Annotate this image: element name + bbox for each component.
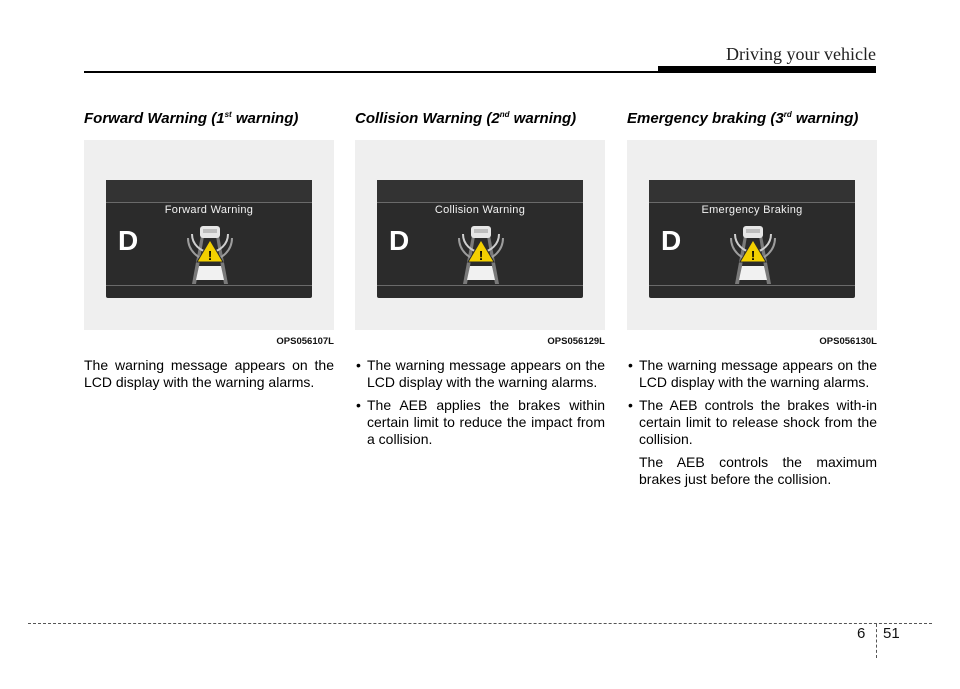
list-item: • The warning message appears on the LCD display with the warning alarms. bbox=[355, 357, 605, 391]
collision-warning-icon bbox=[715, 220, 791, 284]
figure-code: OPS056107L bbox=[276, 336, 334, 347]
bullet-list bbox=[355, 357, 605, 448]
lcd-message: Collision Warning bbox=[434, 204, 526, 216]
sub-paragraph: The AEB controls the maximum brakes just before the collision. bbox=[639, 454, 877, 487]
bullet-list bbox=[627, 357, 877, 448]
footer-rule bbox=[28, 623, 932, 624]
figure-forward-warning bbox=[84, 140, 334, 330]
lcd-display bbox=[649, 180, 855, 298]
lcd-display bbox=[377, 180, 583, 298]
figure-code: OPS056130L bbox=[819, 336, 877, 347]
header-rule-bold bbox=[658, 66, 876, 73]
column-emergency-braking bbox=[627, 110, 877, 488]
figure-collision-warning bbox=[355, 140, 605, 330]
header-rule bbox=[84, 71, 658, 73]
heading-collision-warning: Collision Warning (2nd warning) bbox=[355, 110, 577, 127]
figure-emergency-braking bbox=[627, 140, 877, 330]
paragraph: The warning message appears on the LCD display with the warning alarms. bbox=[84, 357, 334, 390]
collision-warning-icon bbox=[443, 220, 519, 284]
gear-indicator: D bbox=[389, 225, 410, 256]
column-collision-warning bbox=[355, 110, 605, 454]
heading-emergency-braking: Emergency braking (3rd warning) bbox=[627, 110, 859, 127]
lcd-message: Emergency Braking bbox=[701, 204, 803, 216]
gear-indicator: D bbox=[661, 225, 682, 256]
heading-forward-warning: Forward Warning (1st warning) bbox=[84, 110, 299, 127]
figure-code: OPS056129L bbox=[547, 336, 605, 347]
svg-text:!: ! bbox=[207, 248, 213, 263]
list-item: • The warning message appears on the LCD display with the warning alarms. bbox=[627, 357, 877, 391]
lcd-message: Forward Warning bbox=[164, 204, 254, 216]
column-forward-warning bbox=[84, 110, 334, 391]
collision-warning-icon bbox=[172, 220, 248, 284]
list-item: • The AEB controls the brakes with-in certain limit to release shock from the collision. bbox=[627, 397, 877, 448]
lcd-display bbox=[106, 180, 312, 298]
page-number: 51 bbox=[883, 625, 900, 642]
svg-text:!: ! bbox=[750, 248, 756, 263]
page-separator bbox=[876, 624, 877, 658]
list-item: • The AEB applies the brakes within certain limit to reduce the impact from a collision. bbox=[355, 397, 605, 448]
svg-text:!: ! bbox=[478, 248, 484, 263]
gear-indicator: D bbox=[118, 225, 139, 256]
chapter-number: 6 bbox=[857, 625, 866, 642]
section-title: Driving your vehicle bbox=[726, 44, 876, 64]
